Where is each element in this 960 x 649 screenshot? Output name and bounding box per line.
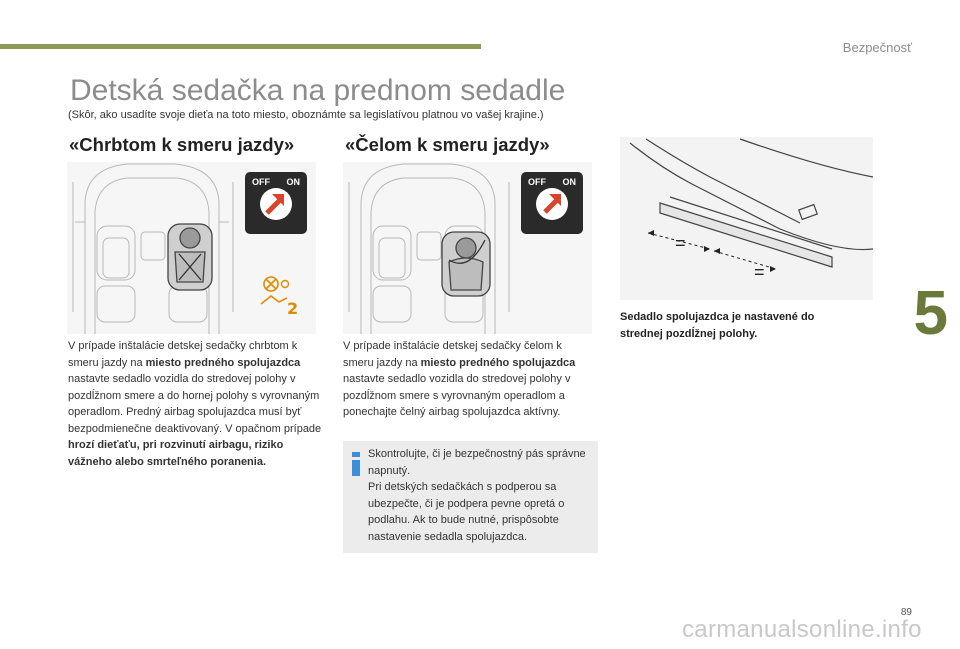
info-note-text: Skontrolujte, či je bezpečnostný pás správne napnutý. Pri detských sedačkách s podperou sa ubezpečte, či je podpera pevne opretá o podlahu. Ak to bude nutné, prispôsobte nastavenie sedadla spolujazdca. (368, 448, 586, 543)
rear-facing-illustration (67, 162, 316, 334)
watermark: carmanualsonline.info (682, 616, 922, 643)
airbag-deactivated-warning-icon (257, 274, 307, 318)
page-title: Detská sedačka na prednom sedadle (70, 74, 566, 107)
seat-position-drawing (620, 137, 873, 300)
info-icon (349, 452, 363, 476)
top-accent-bar (0, 44, 481, 49)
airbag-on-badge (521, 172, 583, 234)
page-subtitle: (Skôr, ako usadíte svoje dieťa na toto miesto, oboznámte sa legislatívou platnou vo vašej krajine.) (68, 109, 544, 121)
text-bold-segment: miesto predného spolujazdca (145, 356, 301, 369)
equal-mark-1: = (675, 233, 686, 253)
airbag-switch-icon (521, 172, 583, 234)
rear-facing-text (68, 338, 328, 470)
chapter-number: 5 (913, 279, 948, 348)
svg-text:2: 2 (287, 299, 299, 318)
badge-on-label: ON (562, 177, 576, 187)
text-bold-segment: miesto predného spolujazdca (420, 356, 576, 369)
forward-facing-illustration (343, 162, 592, 334)
text-segment: nastavte sedadlo vozidla do stredovej polohy v pozdĺžnom smere a do hornej polohy s vyrovnaným operadlom. Predný airbag spolujazdca musí byť bezpodmienečne deaktivovaný. V opačnom prípade (68, 373, 322, 435)
text-segment: nastavte sedadlo vozidla do stredovej polohy v pozdĺžnom smere s vyrovnaným operadlom a ponechajte čelný airbag spolujazdca aktívny. (343, 373, 571, 418)
text-segment: V prípade inštalácie detskej sedačky čelom k smeru jazdy na (343, 340, 562, 369)
forward-facing-text (343, 338, 595, 421)
text-bold-segment: hrozí dieťaťu, pri rozvinutí airbagu, riziko vážneho alebo smrteľného poranenia. (68, 439, 284, 468)
page-number: 89 (900, 607, 912, 618)
text-segment: V prípade inštalácie detskej sedačky chrbtom k smeru jazdy na (68, 340, 298, 369)
equal-mark-2: = (754, 262, 765, 282)
badge-off-label: OFF (528, 177, 546, 187)
section-name: Bezpečnosť (842, 40, 912, 55)
forward-facing-heading: «Čelom k smeru jazdy» (345, 134, 550, 155)
airbag-off-badge (245, 172, 307, 234)
badge-off-label: OFF (252, 177, 270, 187)
seat-rail-illustration (620, 137, 873, 300)
badge-on-label: ON (286, 177, 300, 187)
airbag-switch-icon (245, 172, 307, 234)
rear-facing-heading: «Chrbtom k smeru jazdy» (69, 134, 295, 155)
seat-position-caption: Sedadlo spolujazdca je nastavené do strednej pozdĺžnej polohy. (620, 311, 815, 340)
